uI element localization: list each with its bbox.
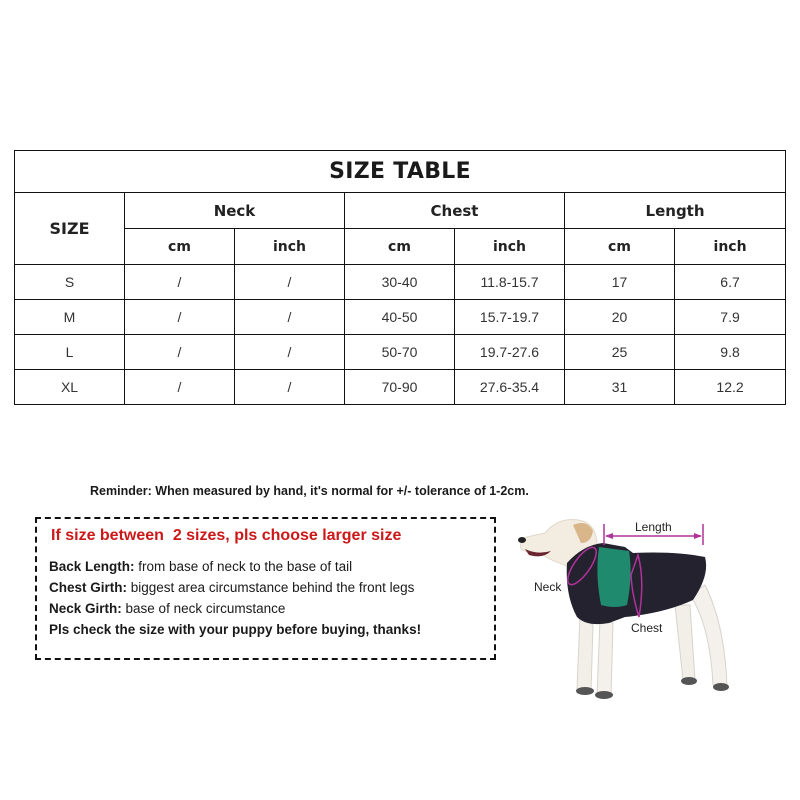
length-cm-header: cm [565, 229, 675, 265]
chest-label: Chest [631, 621, 663, 635]
dog-illustration-icon [505, 505, 735, 705]
length-label: Length [635, 520, 672, 534]
neck-inch-cell: / [235, 370, 345, 405]
chest-group-header: Chest [345, 193, 565, 229]
chest-girth-label: Chest Girth: [49, 580, 128, 595]
size-cell: S [15, 265, 125, 300]
chest-cm-header: cm [345, 229, 455, 265]
table-row [15, 370, 786, 405]
size-cell: M [15, 300, 125, 335]
length-inch-cell: 9.8 [675, 335, 786, 370]
chest-inch-cell: 11.8-15.7 [455, 265, 565, 300]
table-row [15, 265, 786, 300]
length-cm-cell: 25 [565, 335, 675, 370]
neck-cm-cell: / [125, 300, 235, 335]
chest-girth-tip [49, 580, 414, 595]
neck-inch-header: inch [235, 229, 345, 265]
length-inch-cell: 6.7 [675, 265, 786, 300]
length-inch-cell: 7.9 [675, 300, 786, 335]
length-inch-header: inch [675, 229, 786, 265]
length-cm-cell: 17 [565, 265, 675, 300]
size-column-header: SIZE [15, 193, 125, 265]
table-title: SIZE TABLE [15, 151, 786, 193]
back-length-text: from base of neck to the base of tail [134, 559, 353, 574]
neck-girth-text: base of neck circumstance [121, 601, 286, 616]
neck-inch-cell: / [235, 300, 345, 335]
neck-cm-cell: / [125, 370, 235, 405]
chest-cm-cell: 70-90 [345, 370, 455, 405]
closing-note: Pls check the size with your puppy before buying, thanks! [49, 622, 422, 637]
size-cell: L [15, 335, 125, 370]
sizing-tips-box [35, 517, 496, 660]
chest-inch-cell: 19.7-27.6 [455, 335, 565, 370]
back-length-label: Back Length: [49, 559, 135, 574]
table-row [15, 300, 786, 335]
size-cell: XL [15, 370, 125, 405]
neck-inch-cell: / [235, 335, 345, 370]
length-inch-cell: 12.2 [675, 370, 786, 405]
length-cm-cell: 31 [565, 370, 675, 405]
length-cm-cell: 20 [565, 300, 675, 335]
neck-cm-header: cm [125, 229, 235, 265]
dog-measurement-figure [505, 505, 735, 705]
neck-girth-tip [49, 601, 285, 616]
chest-cm-cell: 40-50 [345, 300, 455, 335]
chest-girth-text: biggest area circumstance behind the front legs [127, 580, 415, 595]
chest-cm-cell: 30-40 [345, 265, 455, 300]
neck-inch-cell: / [235, 265, 345, 300]
chest-cm-cell: 50-70 [345, 335, 455, 370]
chest-inch-cell: 15.7-19.7 [455, 300, 565, 335]
back-length-tip [49, 559, 352, 574]
tips-headline: If size between 2 sizes, pls choose larger size [51, 527, 402, 544]
size-table [14, 150, 786, 405]
neck-cm-cell: / [125, 265, 235, 300]
chest-inch-header: inch [455, 229, 565, 265]
neck-label: Neck [534, 580, 562, 594]
reminder-text: Reminder: When measured by hand, it's normal for +/- tolerance of 1-2cm. [90, 484, 529, 498]
table-row [15, 335, 786, 370]
neck-group-header: Neck [125, 193, 345, 229]
neck-cm-cell: / [125, 335, 235, 370]
neck-girth-label: Neck Girth: [49, 601, 122, 616]
chest-inch-cell: 27.6-35.4 [455, 370, 565, 405]
length-group-header: Length [565, 193, 786, 229]
